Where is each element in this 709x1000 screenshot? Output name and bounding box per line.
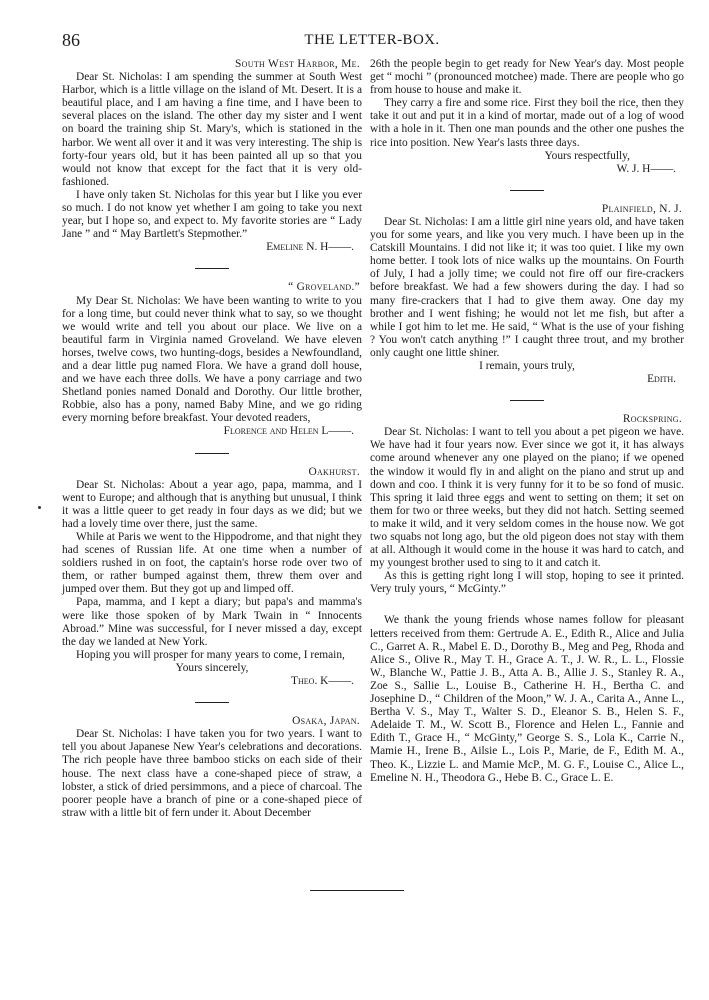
letter-paragraph: Dear St. Nicholas: I am a little girl nine years old, and have taken you for some years, and like you very much. I have been up in the Catskill Mountains. I did not like it; it was too quiet. I like my own home better. I took lots of nice walks up the mountains. On Fourth of July, I had a jolly time; we could not fire off our fire-crackers before breakfast. We had a few showers during the day. I had so many fire-crackers that I had to give them away. One day my brother and I went fishing; he would not let me fish, but after a while I got him to let me. He said, “ What is the use of your fishing ? You won't catch anything !” I caught three trout, and my brother only caught one little shiner. [370, 215, 684, 359]
page-end-rule [310, 890, 404, 891]
letter-paragraph: As this is getting right long I will stop, hoping to see it printed. Very truly yours, “ McGinty.” [370, 570, 684, 596]
letter-place: South West Harbor, Me. [235, 58, 360, 70]
letter-paragraph: Dear St. Nicholas: About a year ago, papa, mamma, and I went to Europe; and although that is anything but unusual, I think it was a little queer to get ready in four days as we did; but we had a lovely time over there, just the same. [62, 478, 362, 530]
letter-closing: Yours sincerely, [175, 661, 249, 674]
left-column [62, 58, 362, 824]
thanks-paragraph: We thank the young friends whose names follow for pleasant letters received from them: Gertrude A. E., Edith R., Alice and Julia C., Garret A. R., Mabel E. D., Dorothy B., Meg and Peg, Rhoda and Alice S., Olive R., May T. H., Grace A. T., J. W. R., L. L., Flossie W., Blanche W., Pattie J. B., Atta A. B., Allie J. S., Stanley R. A., Zoe S., Sallie L., Louise B., Catherine H. H., Bertha C. and Josephine D., “ Children of the Moon,” W. J. A., Carita A., Anne L., Bertha V. S., May T., Walter S. D., Eleanor S. B., Helen S. F., Adelaide T. M., W. Scott B., Florence and Helen L., Fannie and Edith T., Grace H., “ McGinty,” George S. S., Lola K., Carrie N., Mamie H., Irene B., Ailsie L., Lois P., Marie, de F., Edith M. A., Theo. K., Lizzie L. and Mamie McP., M. G. F., Louise C., Alice L., Emeline N. H., Theodora G., Hebe B. C., Grace L. E. [370, 614, 684, 784]
letter-place: Oakhurst. [308, 465, 360, 478]
letter-osaka [62, 715, 362, 820]
letter-divider [195, 702, 229, 703]
letter-divider [195, 268, 229, 269]
letter-signature: Florence and Helen L——. [223, 425, 354, 438]
letter-south-west-harbor [62, 58, 362, 254]
letter-paragraph: Dear St. Nicholas: I am spending the summer at South West Harbor, which is a little village on the island of Mt. Desert. It is a beautiful place, and I am having a fine time, and I have been to several places on the island. The other day my sister and I went on board the training ship St. Mary's, which is stationed in the harbor. We went all over it and it was very interesting. The ship is forty-four years old, but it has been painted all up so that you would not know that except for the fact that it is very old-fashioned. [62, 71, 362, 188]
letter-place: Rockspring. [622, 413, 682, 426]
letter-oakhurst [62, 466, 362, 689]
letter-closing: I remain, yours truly, [479, 359, 575, 372]
letter-rockspring [370, 413, 684, 596]
letter-paragraph: They carry a fire and some rice. First they boil the rice, then they take it out and put it in a kind of mortar, made out of a log of wood with a hole in it. Then one man pounds and the other one pushes the rice into position. New Year's lasts three days. [370, 97, 684, 149]
letter-closing: Yours respectfully, [544, 149, 630, 162]
letter-osaka-continued [370, 58, 684, 176]
letter-paragraph: 26th the people begin to get ready for New Year's day. Most people get “ mochi ” (pronounced motchee) made. There are people who go from house to house and make it. [370, 58, 684, 97]
letter-place: Osaka, Japan. [292, 715, 360, 728]
letter-signature: Theo. K——. [291, 675, 354, 688]
letter-paragraph: Dear St. Nicholas: I want to tell you about a pet pigeon we have. We have had it four years now. Ever since we got it, it has always come around whenever any one played on the piano; if we opened the window it would fly in and alight on the piano and strut up and down and coo. I think it is very funny for it to be so fond of music. This spring it laid three eggs and went to setting on them; it set on them for two or three weeks, but they did not hatch. Setting seemed to make it wild, and it very seldom comes in the house now. We got two squabs not long ago, but the old pigeon does not stay with them at all. Although it would come in the house it was hard to catch, and my youngest brother used to sing to it and catch it. [370, 426, 684, 570]
letter-paragraph: I have only taken St. Nicholas for this year but I like you ever so much. I do not know yet whether I am going to take you next year, but I hope so, and expect to. My favorite stories are “ Lady Jane ” and “ May Bartlett's Stepmother.” [62, 188, 362, 241]
letter-place: Plainfield, N. J. [601, 202, 682, 215]
letter-divider [510, 190, 544, 191]
page-number: 86 [62, 30, 80, 50]
letter-plainfield [370, 203, 684, 386]
page-header [62, 30, 682, 52]
letter-signature: W. J. H——. [616, 162, 676, 175]
letter-groveland [62, 281, 362, 438]
letter-paragraph: Hoping you will prosper for many years to come, I remain, [76, 648, 345, 661]
letter-paragraph: Dear St. Nicholas: I have taken you for two years. I want to tell you about Japanese New Year's celebrations and decorations. The rich people have three bamboo sticks on each side of their house. The next class have a cone-shaped piece of straw, a lobster, a stick of dried persimmons, and a piece of charcoal. The poorer people have a branch of pine or a cone-shaped piece of straw with a little bit of fern under it. About December [62, 728, 362, 819]
letter-signature: Edith. [647, 373, 676, 386]
letter-paragraph: While at Paris we went to the Hippodrome, and that night they had scenes of Russian life. At one time when a number of soldiers rushed in on foot, the captain's horse rode over two of them, or rather bumped against them, threw them over and jumped over them. But they got up and limped off. [62, 531, 362, 596]
right-column [370, 58, 684, 785]
letter-paragraph: Papa, mamma, and I kept a diary; but papa's and mamma's were like those spoken of by Mark Twain in “ Innocents Abroad.” Mine was successful, for I never missed a day, except the day we landed at New York. [62, 596, 362, 648]
letter-signature: Emeline N. H——. [266, 241, 354, 254]
letter-divider [195, 453, 229, 454]
stray-mark [38, 506, 41, 509]
letter-place: “ Groveland.” [288, 281, 360, 294]
letter-divider [510, 400, 544, 401]
letter-paragraph: My Dear St. Nicholas: We have been wanting to write to you for a long time, but could never think what to say, so we thought we would write and tell you about our place. We live on a beautiful farm in Virginia named Groveland. We have eleven horses, twelve cows, two hunting-dogs, besides a Newfoundland, and a dear little pug named Flora. We have a grand doll house, and we have each three dolls. We have a pony carriage and two Shetland ponies named Donald and Dorothy. Our little brother, Robbie, also has a pony, named Baby Mine, and we go riding every morning before breakfast. Your devoted readers, [62, 294, 362, 425]
running-title: THE LETTER-BOX. [304, 32, 440, 48]
